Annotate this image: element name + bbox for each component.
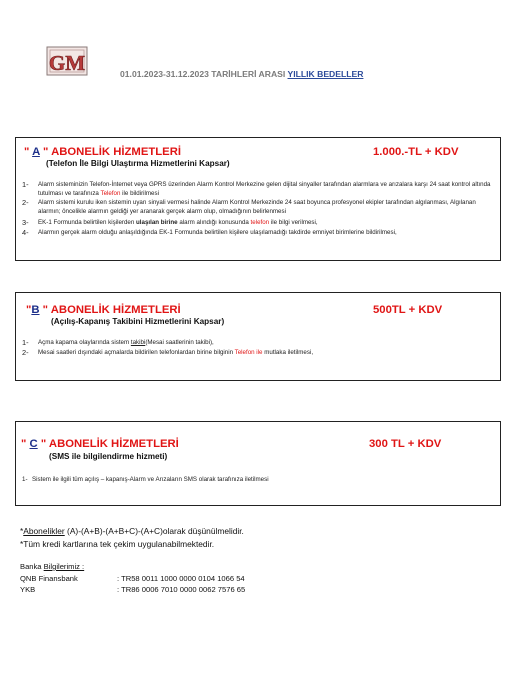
subscription-note: *Abonelikler (A)-(A+B)-(A+B+C)-(A+C)olarak düşünülmelidir. bbox=[20, 526, 244, 536]
item-text: Alarm sisteminizin Telefon-İnternet veya GPRS üzerinden Alarm Kontrol Merkezine gelen dijital sinyaller tarafından alarmlara ve arızalara karşı 24 saat kontrol altında tutulması ve tarafınıza Telefon ile bildirilmesi bbox=[38, 181, 491, 197]
date-range-text: 01.01.2023-31.12.2023 TARİHLERİ ARASI bbox=[120, 69, 286, 79]
service-a-price: 1.000.-TL + KDV bbox=[373, 146, 459, 158]
item-number: 2- bbox=[22, 198, 29, 207]
service-a-subtitle: (Telefon İle Bilgi Ulaştırma Hizmetlerini Kapsar) bbox=[46, 159, 230, 168]
list-item bbox=[22, 218, 494, 228]
service-a-list bbox=[22, 180, 494, 238]
list-item bbox=[22, 228, 494, 238]
service-c-price: 300 TL + KDV bbox=[369, 438, 442, 450]
item-text: Mesai saatleri dışındaki açmalarda bildirilen telefonlardan birine bilginin Telefon ile mutlaka iletilmesi, bbox=[38, 349, 314, 356]
credit-card-note: *Tüm kredi kartlarına tek çekim uygulanabilmektedir. bbox=[20, 539, 215, 549]
item-number: 4- bbox=[22, 228, 29, 237]
service-c-subtitle: (SMS ile bilgilendirme hizmeti) bbox=[49, 452, 168, 461]
iban-qnb: : TR58 0011 1000 0000 0104 1066 54 bbox=[117, 574, 245, 583]
service-b-price: 500TL + KDV bbox=[373, 304, 443, 316]
item-text: Alarmın gerçek alarm olduğu anlaşıldığında EK-1 Formunda belirtilen kişilere ulaşılamadığı takdirde emniyet birimlerine bildirilmesi, bbox=[38, 229, 397, 236]
list-item bbox=[22, 338, 494, 348]
document-heading bbox=[120, 69, 363, 79]
item-text: Açma kapama olaylarında sistem takibi(Mesai saatlerinin takibi), bbox=[38, 339, 214, 346]
service-box-c bbox=[15, 421, 501, 506]
service-b-list bbox=[22, 338, 494, 358]
iban-ykb: : TR86 0006 7010 0000 0062 7576 65 bbox=[117, 585, 246, 594]
annual-fees-link[interactable]: YILLIK BEDELLER bbox=[287, 69, 364, 79]
company-logo bbox=[44, 44, 90, 78]
service-b-subtitle: (Açılış-Kapanış Takibini Hizmetlerini Kapsar) bbox=[51, 317, 225, 326]
service-a-title: " A " ABONELİK HİZMETLERİ bbox=[24, 146, 181, 158]
bank-name-ykb: YKB bbox=[20, 585, 36, 594]
service-box-b bbox=[15, 292, 501, 381]
list-item bbox=[22, 348, 494, 358]
service-b-title: "B " ABONELİK HİZMETLERİ bbox=[26, 304, 181, 316]
item-text: Sistem ile ilgili tüm açılış – kapanış-Alarm ve Arızaların SMS olarak tarafınıza iletilmesi bbox=[32, 476, 269, 483]
item-number: 3- bbox=[22, 218, 29, 227]
bank-info-label: Banka Bilgilerimiz : bbox=[20, 562, 85, 571]
service-c-letter: C bbox=[29, 438, 38, 450]
item-text: Alarm sistemi kurulu iken sistemin uyarı sinyali vermesi halinde Alarm Kontrol Merkezinde 24 saat boyunca profesyonel ekipler tarafından algılanması, Algılanan alarmın; öncelikle alarmın geldiği yer aranarak gerçek alarm olup, olmadığının belirlenmesi bbox=[38, 199, 476, 215]
service-a-title-text: ABONELİK HİZMETLERİ bbox=[51, 146, 181, 158]
subscriptions-link[interactable]: Abonelikler bbox=[23, 526, 65, 536]
item-number: 2- bbox=[22, 348, 29, 357]
list-item bbox=[22, 180, 494, 198]
logo-text: GM bbox=[48, 51, 86, 75]
service-b-letter: B bbox=[31, 304, 40, 316]
service-c-title: " C " ABONELİK HİZMETLERİ bbox=[21, 438, 179, 450]
service-c-title-text: ABONELİK HİZMETLERİ bbox=[48, 438, 179, 450]
service-c-list bbox=[22, 475, 494, 485]
list-item bbox=[22, 475, 494, 485]
service-b-title-text: ABONELİK HİZMETLERİ bbox=[50, 304, 181, 316]
item-number: 1- bbox=[22, 338, 29, 347]
bank-name-qnb: QNB Finansbank bbox=[20, 574, 78, 583]
list-item bbox=[22, 198, 494, 218]
item-text: EK-1 Formunda belirtilen kişilerden ulaşılan birine alarm alındığı konusunda telefon ile bilgi verilmesi, bbox=[38, 219, 318, 226]
item-number: 1- bbox=[22, 180, 29, 189]
service-a-letter: A bbox=[32, 146, 40, 158]
service-box-a bbox=[15, 137, 501, 261]
item-number: 1- bbox=[22, 476, 28, 483]
